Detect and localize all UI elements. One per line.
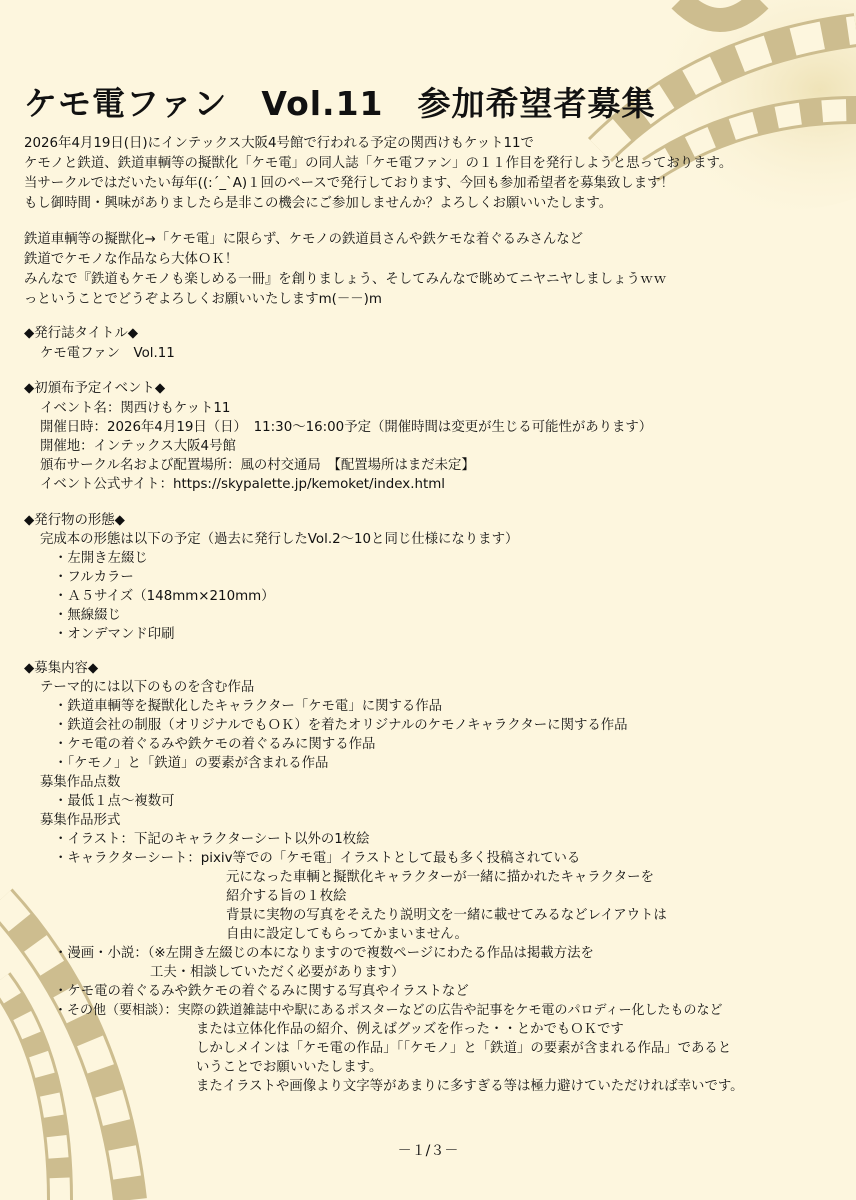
event-name: イベント名：関西けもケット11: [40, 401, 231, 416]
theme-item: ・鉄道会社の制服（オリジナルでもＯＫ）を着たオリジナルのケモノキャラクターに関する作品: [54, 718, 628, 733]
theme-item: ・鉄道車輌等を擬獣化したキャラクター「ケモ電」に関する作品: [54, 699, 443, 714]
event-circle: 頒布サークル名および配置場所：風の村交通局 【配置場所はまだ未定】: [40, 458, 475, 473]
intro-line: 当サークルではだいたい毎年((:´_`A)１回のペースで発行しております、今回も参加希望者を募集致します！: [24, 176, 674, 191]
section-heading-recruit: ◆募集内容◆: [24, 661, 99, 676]
form-line: 紹介する旨の１枚絵: [226, 889, 347, 904]
publication-name: ケモ電ファン Vol.11: [40, 346, 175, 361]
form-line: ・キャラクターシート：pixiv等での「ケモ電」イラストとして最も多く投稿されている: [54, 851, 581, 866]
form-line: 自由に設定してもらってかまいません。: [226, 927, 468, 942]
event-venue: 開催地：インテックス大阪4号館: [40, 439, 236, 454]
event-datetime: 開催日時：2026年4月19日（日） 11:30～16:00予定（開催時間は変更が生じる可能性があります）: [40, 420, 653, 435]
page-number: －１/３－: [397, 1143, 459, 1159]
intro-line: 鉄道車輌等の擬獣化→「ケモ電」に限らず、ケモノの鉄道員さんや鉄ケモな着ぐるみさんなど: [24, 232, 584, 247]
form-line: いうことでお願いいたします。: [196, 1060, 383, 1075]
section-heading-publication: ◆発行誌タイトル◆: [24, 326, 139, 341]
intro-line: っということでどうぞよろしくお願いいたしますm(－－)m: [24, 292, 382, 307]
form-lead: 募集作品形式: [40, 813, 121, 828]
format-item: ・Ａ５サイズ（148mm×210mm）: [54, 589, 275, 604]
form-line: ・ケモ電の着ぐるみや鉄ケモの着ぐるみに関する写真やイラストなど: [54, 984, 469, 999]
format-item: ・左開き左綴じ: [54, 551, 148, 566]
format-item: ・フルカラー: [54, 570, 134, 585]
form-line: ・イラスト：下記のキャラクターシート以外の1枚絵: [54, 832, 370, 847]
intro-line: みんなで『鉄道もケモノも楽しめる一冊』を創りましょう、そしてみんなで眺めてニヤニヤしましょうｗｗ: [24, 272, 667, 287]
theme-lead: テーマ的には以下のものを含む作品: [40, 680, 255, 695]
intro-line: 鉄道でケモノな作品なら大体ＯＫ！: [24, 252, 239, 267]
theme-item: ・「ケモノ」と「鉄道」の要素が含まれる作品: [54, 756, 329, 771]
section-heading-event: ◆初頒布予定イベント◆: [24, 381, 166, 396]
format-item: ・無線綴じ: [54, 608, 121, 623]
intro-line: もし御時間・興味がありましたら是非この機会にご参加しませんか？よろしくお願いいたします。: [24, 196, 613, 211]
count-item: ・最低１点～複数可: [54, 794, 175, 809]
theme-item: ・ケモ電の着ぐるみや鉄ケモの着ぐるみに関する作品: [54, 737, 376, 752]
count-lead: 募集作品点数: [40, 775, 121, 790]
format-lead: 完成本の形態は以下の予定（過去に発行したVol.2～10と同じ仕様になります）: [40, 532, 519, 547]
form-line: または立体化作品の紹介、例えばグッズを作った・・とかでもＯＫです: [196, 1022, 624, 1037]
section-heading-format: ◆発行物の形態◆: [24, 513, 125, 528]
form-line: しかしメインは「ケモ電の作品」「「ケモノ」と「鉄道」の要素が含まれる作品」であると: [196, 1041, 732, 1056]
intro-line: ケモノと鉄道、鉄道車輌等の擬獣化「ケモ電」の同人誌「ケモ電ファン」の１１作目を発行しようと思っております。: [24, 156, 733, 171]
form-line: 元になった車輌と擬獣化キャラクターが一緒に描かれたキャラクターを: [226, 870, 654, 885]
form-line: 工夫・相談していただく必要があります）: [150, 965, 405, 980]
format-item: ・オンデマンド印刷: [54, 627, 175, 642]
page-title: ケモ電ファン Vol.11 参加希望者募集: [24, 84, 656, 123]
form-line: ・その他（要相談）：実際の鉄道雑誌中や駅にあるポスターなどの広告や記事をケモ電のパロディー化したものなど: [54, 1003, 723, 1018]
form-line: 背景に実物の写真をそえたり説明文を一緒に載せてみるなどレイアウトは: [226, 908, 667, 923]
event-website: イベント公式サイト：https://skypalette.jp/kemoket/index.html: [40, 477, 445, 492]
intro-line: 2026年4月19日(日)にインテックス大阪4号館で行われる予定の関西けもケット11で: [24, 136, 534, 151]
form-line: またイラストや画像より文字等があまりに多すぎる等は極力避けていただければ幸いです。: [196, 1079, 744, 1094]
form-line: ・漫画・小説：（※左開き左綴じの本になりますので複数ページにわたる作品は掲載方法を: [54, 946, 594, 961]
